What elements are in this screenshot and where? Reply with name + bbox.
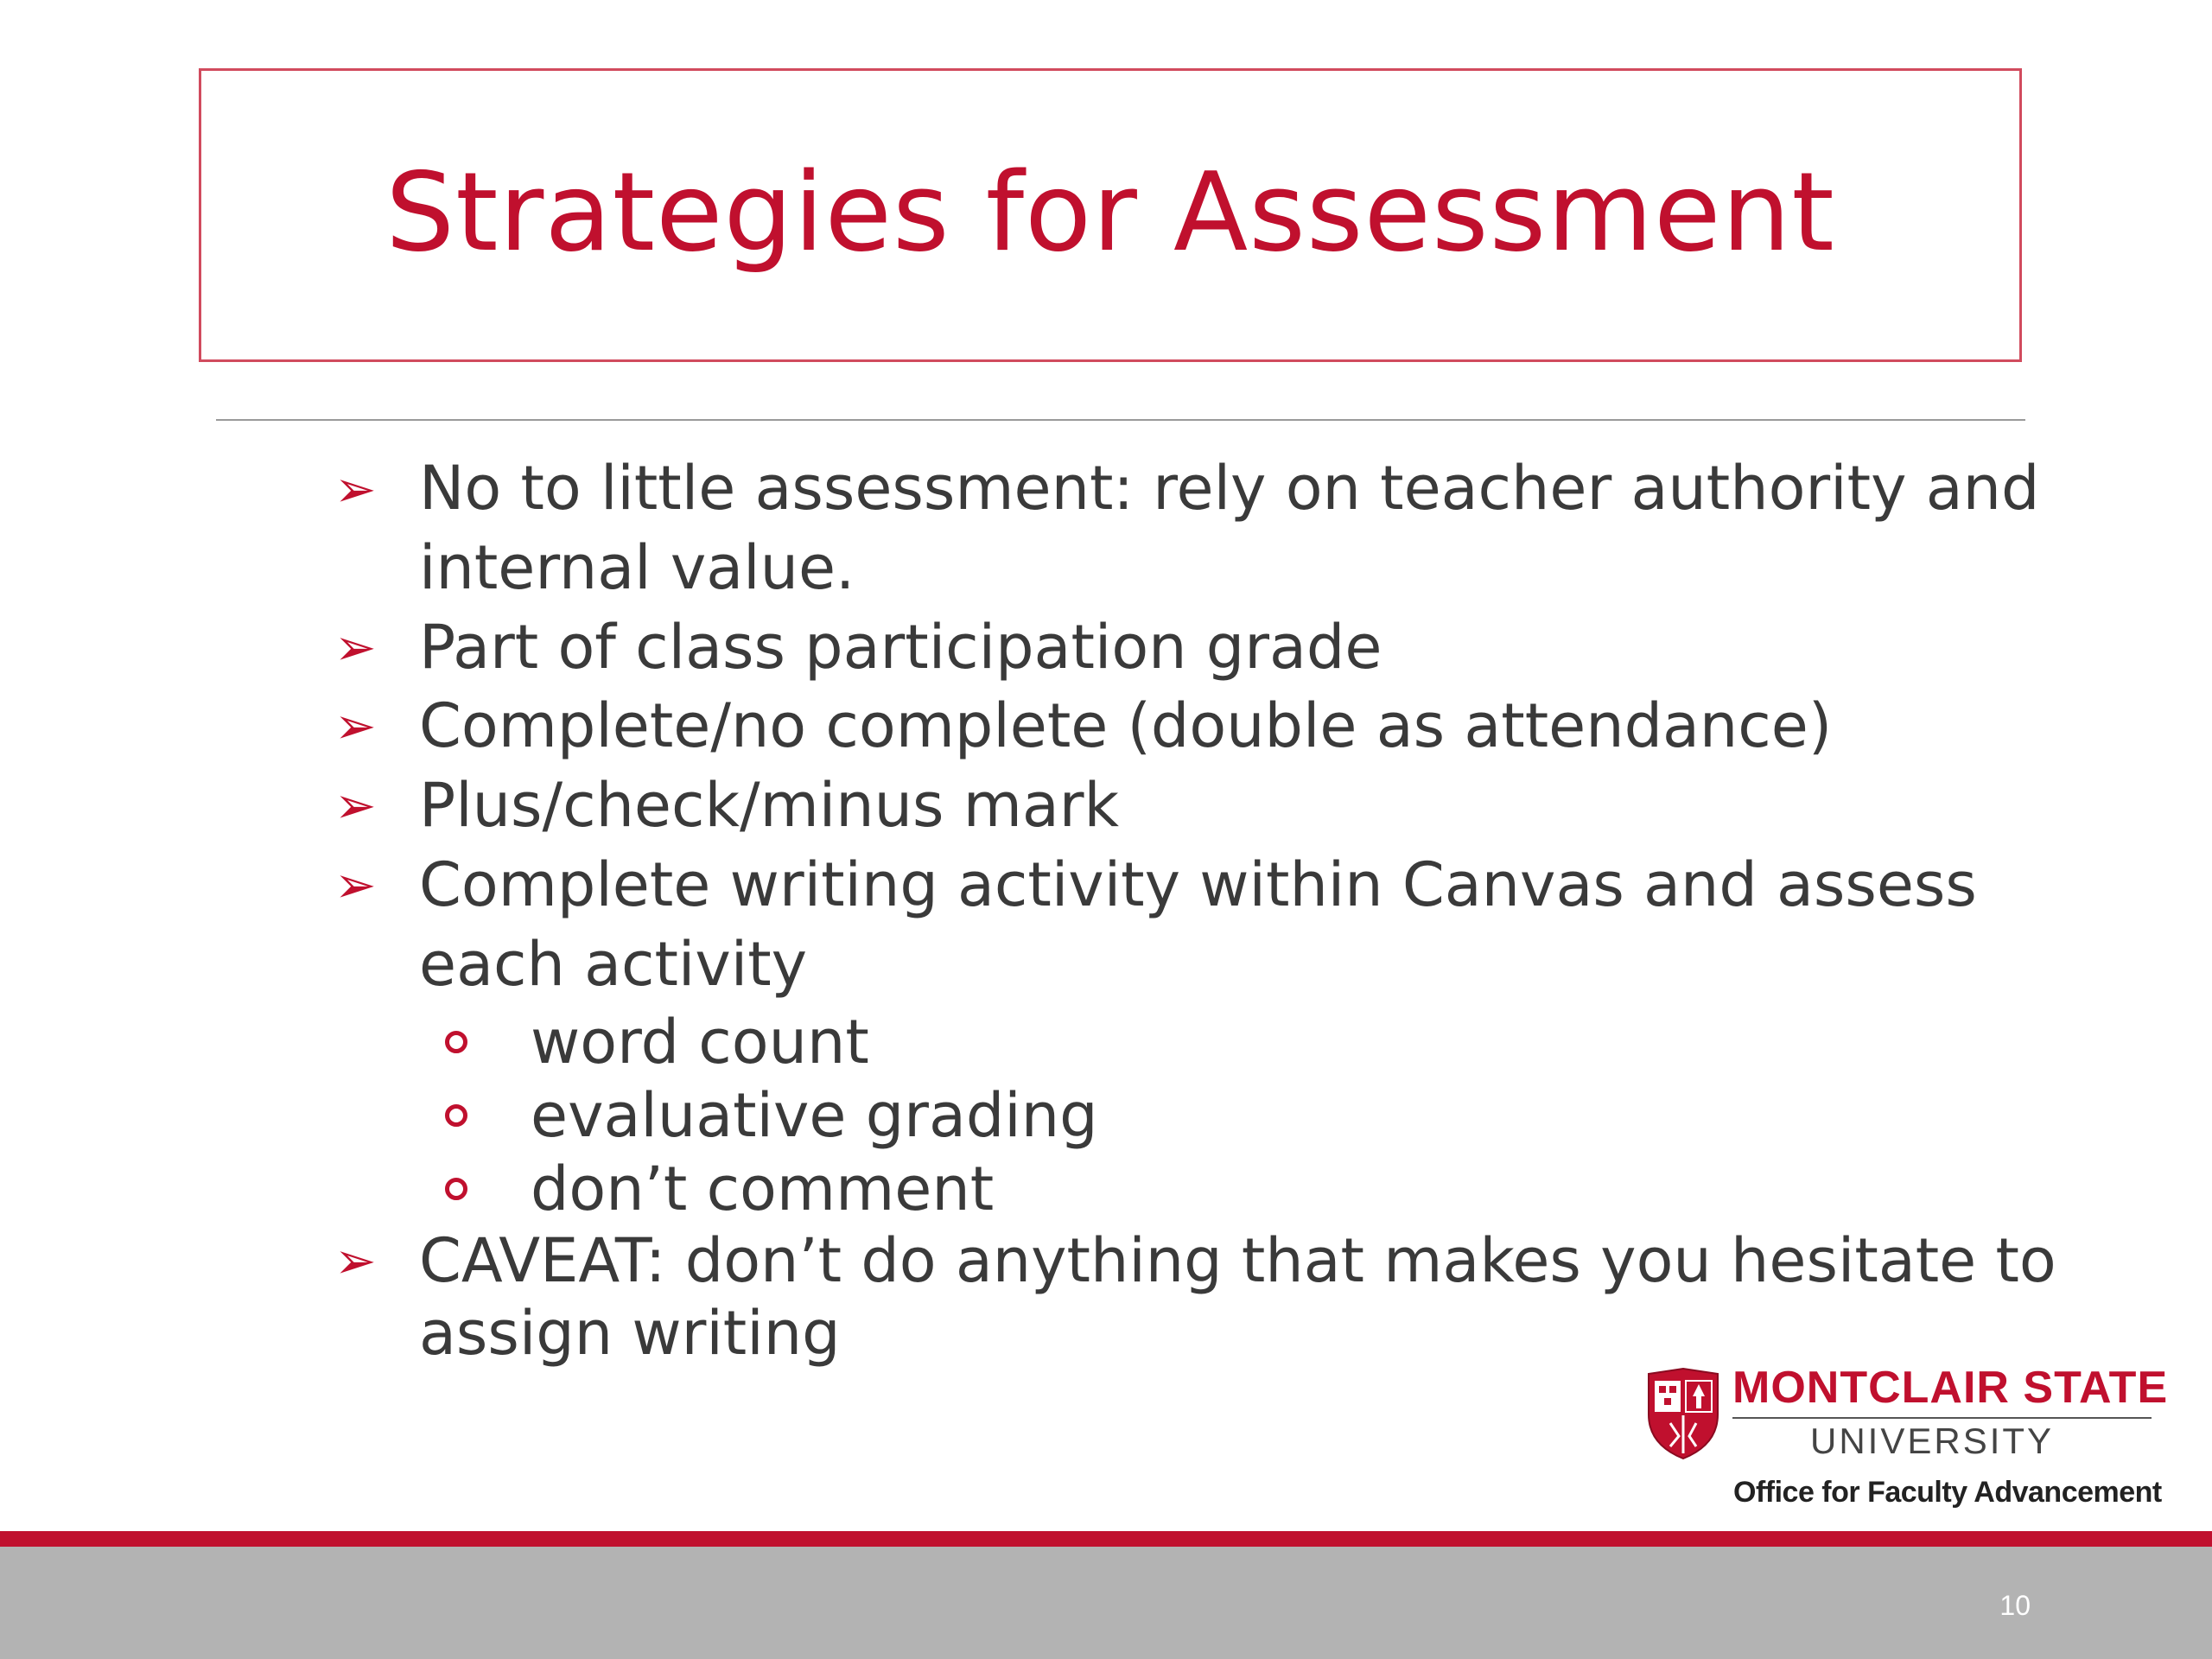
bullet-arrow-icon: ➢: [334, 460, 377, 518]
logo-office: Office for Faculty Advancement: [1733, 1476, 2162, 1509]
bullet-1-line-2: internal value.: [419, 532, 855, 603]
university-logo: [1642, 1357, 2169, 1521]
bullet-2: Part of class participation grade: [419, 612, 1382, 683]
logo-subtitle: UNIVERSITY: [1810, 1421, 2055, 1461]
logo-divider: [1732, 1417, 2152, 1419]
sub-bullet-ring-icon: [445, 1104, 467, 1127]
sub-item-3: don’t comment: [531, 1154, 995, 1224]
sub-bullet-ring-icon: [445, 1031, 467, 1053]
bullet-3: Complete/no complete (double as attendance): [419, 690, 1833, 761]
shield-icon: [1644, 1367, 1722, 1462]
bullet-arrow-icon: ➢: [334, 776, 377, 835]
slide-number: 10: [1999, 1590, 2031, 1621]
bullet-arrow-icon: ➢: [334, 1231, 377, 1290]
bullet-5-line-2: each activity: [419, 929, 808, 1000]
bullet-1-line-1: No to little assessment: rely on teacher authority and: [419, 453, 2040, 524]
bullet-arrow-icon: ➢: [334, 855, 377, 914]
logo-name: MONTCLAIR STATE: [1732, 1363, 2169, 1413]
footer-red-band: [0, 1531, 2212, 1547]
title-box: [199, 68, 2022, 362]
bullet-arrow-icon: ➢: [334, 618, 377, 677]
bullet-4: Plus/check/minus mark: [419, 770, 1120, 841]
footer-gray-band: [0, 1547, 2212, 1659]
bullet-6-line-1: CAVEAT: don’t do anything that makes you hesitate to: [419, 1225, 2056, 1296]
title-divider: [216, 419, 2025, 421]
sub-item-2: evaluative grading: [531, 1080, 1098, 1151]
bullet-6-line-2: assign writing: [419, 1298, 841, 1369]
bullet-arrow-icon: ➢: [334, 696, 377, 755]
sub-bullet-ring-icon: [445, 1178, 467, 1200]
sub-item-1: word count: [531, 1007, 869, 1077]
bullet-5-line-1: Complete writing activity within Canvas and assess: [419, 849, 1977, 920]
slide-title: Strategies for Assessment: [385, 148, 1835, 276]
